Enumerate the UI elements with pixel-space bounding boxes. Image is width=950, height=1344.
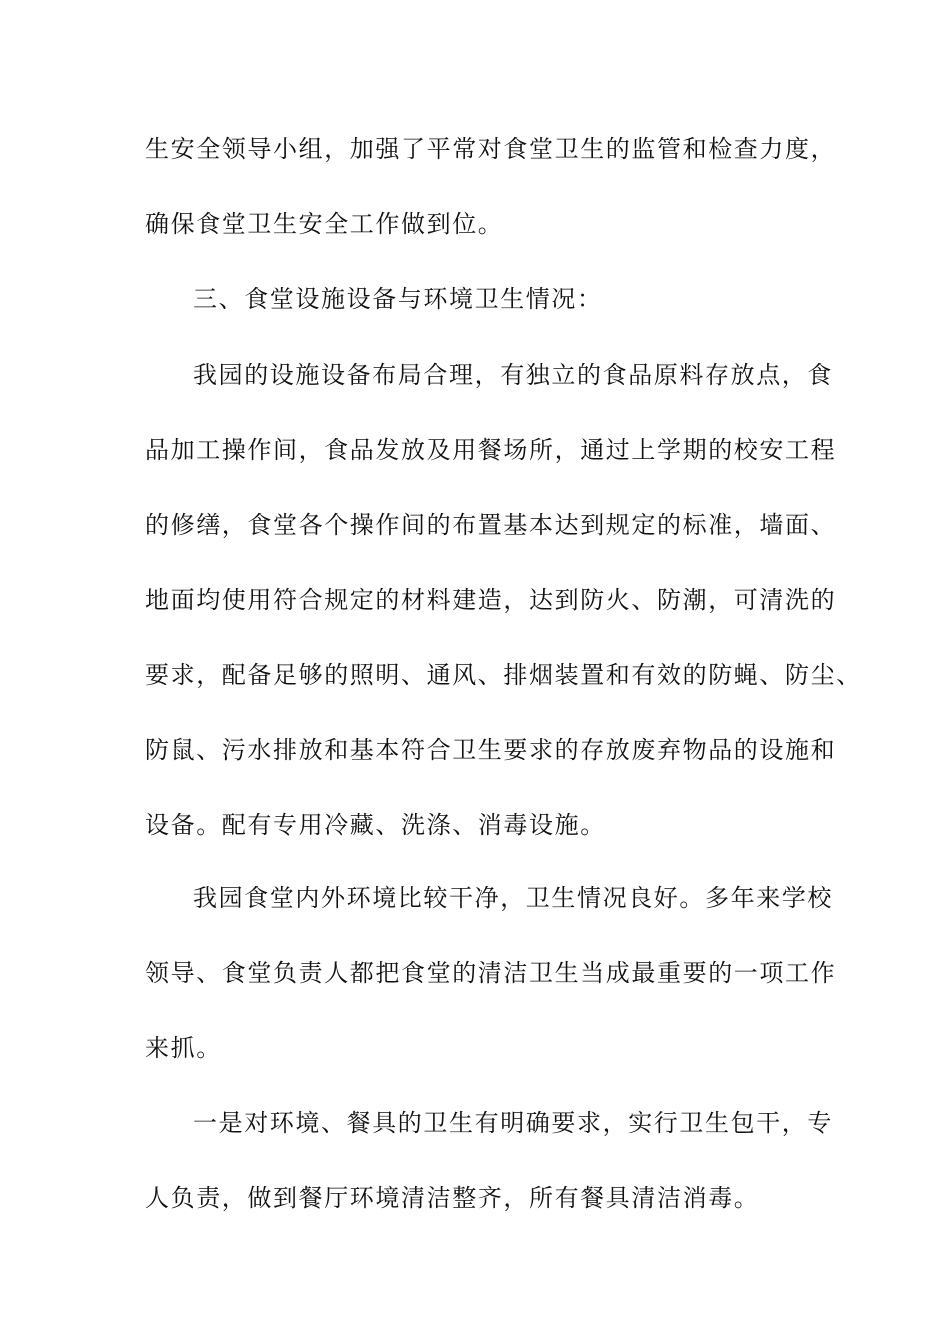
- paragraph-start: 我园的设施设备布局合理，有独立的食品原料存放点，食: [193, 361, 833, 389]
- text-line: 来抓。: [145, 1034, 222, 1062]
- paragraph-start: 一是对环境、餐具的卫生有明确要求，实行卫生包干，专: [193, 1109, 833, 1137]
- section-heading: 三、食堂设施设备与环境卫生情况：: [193, 285, 603, 313]
- text-line: 地面均使用符合规定的材料建造，达到防火、防潮，可清洗的: [145, 586, 837, 614]
- text-line: 确保食堂卫生安全工作做到位。: [145, 210, 504, 238]
- text-line: 的修缮，食堂各个操作间的布置基本达到规定的标准，墙面、: [145, 511, 837, 539]
- text-line: 设备。配有专用冷藏、洗涤、消毒设施。: [145, 811, 606, 839]
- text-line: 人负责，做到餐厅环境清洁整齐，所有餐具清洁消毒。: [145, 1184, 760, 1212]
- text-line: 防鼠、污水排放和基本符合卫生要求的存放废弃物品的设施和: [145, 736, 837, 764]
- paragraph-start: 我园食堂内外环境比较干净，卫生情况良好。多年来学校: [193, 884, 833, 912]
- text-line: 品加工操作间，食品发放及用餐场所，通过上学期的校安工程: [145, 436, 837, 464]
- text-line: 生安全领导小组，加强了平常对食堂卫生的监管和检查力度，: [145, 135, 837, 163]
- text-line: 领导、食堂负责人都把食堂的清洁卫生当成最重要的一项工作: [145, 959, 837, 987]
- text-line: 要求，配备足够的照明、通风、排烟装置和有效的防蝇、防尘、: [145, 661, 862, 689]
